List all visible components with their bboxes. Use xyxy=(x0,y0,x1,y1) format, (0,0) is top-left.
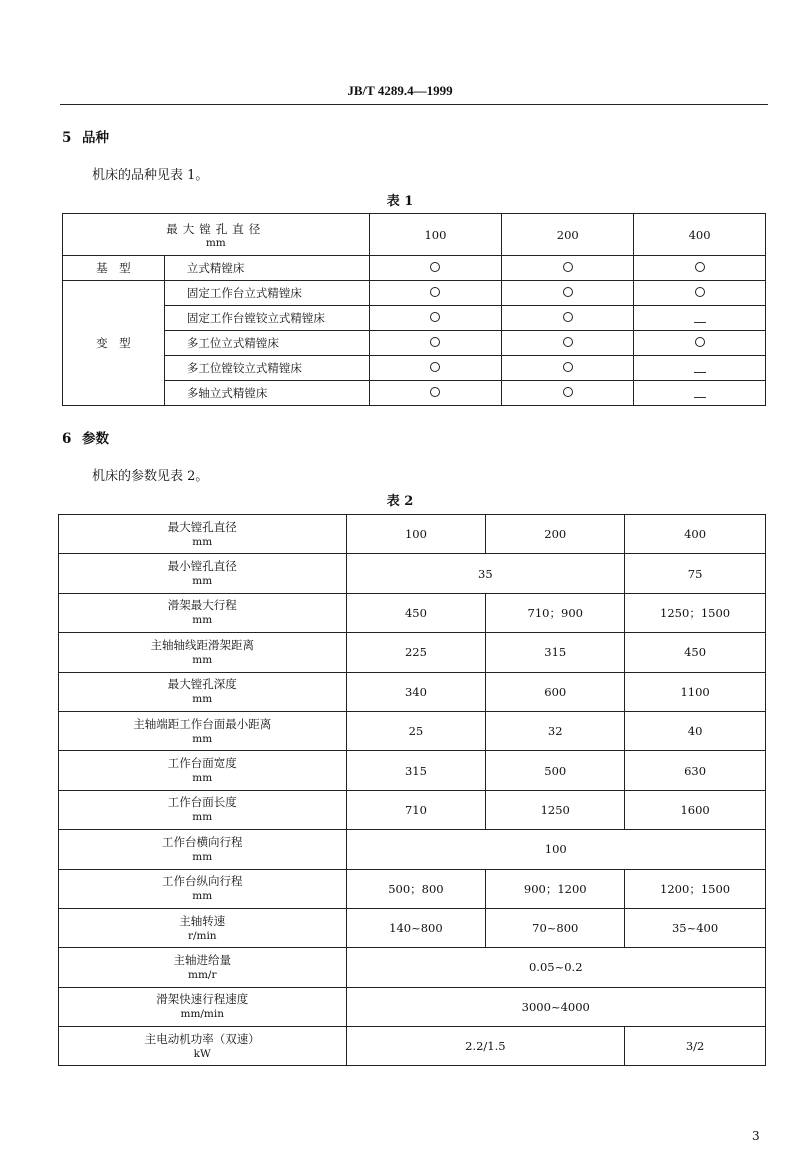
value-cell: 35~400 xyxy=(625,908,766,947)
availability-cell xyxy=(634,331,766,356)
table-1-caption: 表 1 xyxy=(386,194,414,209)
table-row xyxy=(59,672,766,711)
value-cell: 315 xyxy=(486,633,625,672)
param-cell xyxy=(59,830,347,869)
circle-mark-icon xyxy=(695,262,705,272)
param-cell xyxy=(59,751,347,790)
param-unit: kW xyxy=(193,1047,211,1060)
param-name: 滑架快速行程速度 xyxy=(156,992,249,1007)
value-cell: 600 xyxy=(486,672,625,711)
table-row xyxy=(63,381,766,406)
value-cell: 1200；1500 xyxy=(625,869,766,908)
param-name: 主轴转速 xyxy=(179,913,226,928)
param-unit: r/min xyxy=(187,929,217,942)
circle-mark-icon xyxy=(563,362,573,372)
table-row xyxy=(63,306,766,331)
value-cell: 75 xyxy=(625,554,766,593)
unit-label: mm xyxy=(205,236,226,249)
value-cell: 3000~4000 xyxy=(346,987,765,1026)
table-row xyxy=(59,948,766,987)
param-cell xyxy=(59,987,347,1026)
section-5-text: 机床的品种见表 1。 xyxy=(92,168,209,183)
param-name: 滑架最大行程 xyxy=(167,598,237,613)
value-cell: 400 xyxy=(625,515,766,554)
value-cell: 450 xyxy=(346,593,486,632)
param-name: 最小镗孔直径 xyxy=(167,559,237,574)
circle-mark-icon xyxy=(430,387,440,397)
param-name: 最大镗孔深度 xyxy=(167,677,237,692)
page-number: 3 xyxy=(752,1129,760,1143)
value-cell: 315 xyxy=(346,751,486,790)
availability-cell xyxy=(634,381,766,406)
table-row xyxy=(59,790,766,829)
param-cell xyxy=(59,908,347,947)
value-cell: 0.05~0.2 xyxy=(346,948,765,987)
table-row xyxy=(63,356,766,381)
param-unit: mm xyxy=(192,772,213,785)
value-cell: 1250 xyxy=(486,790,625,829)
availability-cell xyxy=(369,356,502,381)
value-cell: 500；800 xyxy=(346,869,486,908)
param-unit: mm/min xyxy=(180,1008,225,1021)
table-row xyxy=(59,711,766,750)
circle-mark-icon xyxy=(563,387,573,397)
param-name: 工作台面宽度 xyxy=(167,756,237,771)
param-cell xyxy=(59,633,347,672)
availability-cell xyxy=(502,281,634,306)
section-5-number: 5 xyxy=(62,130,72,146)
table-row xyxy=(63,331,766,356)
table-1 xyxy=(62,213,766,406)
circle-mark-icon xyxy=(430,362,440,372)
value-cell: 630 xyxy=(625,751,766,790)
circle-mark-icon xyxy=(563,312,573,322)
value-cell: 70~800 xyxy=(486,908,625,947)
circle-mark-icon xyxy=(430,312,440,322)
availability-cell xyxy=(502,306,634,331)
param-cell xyxy=(59,515,347,554)
param-unit: mm xyxy=(192,693,213,706)
standard-code-header: JB/T 4289.4—1999 xyxy=(347,83,453,98)
circle-mark-icon xyxy=(563,262,573,272)
value-cell: 340 xyxy=(346,672,486,711)
circle-mark-icon xyxy=(430,337,440,347)
table-row xyxy=(63,256,766,281)
value-cell: 225 xyxy=(346,633,486,672)
param-name: 主轴轴线距滑架距离 xyxy=(150,637,254,652)
table-row xyxy=(59,908,766,947)
value-cell: 900；1200 xyxy=(486,869,625,908)
param-cell xyxy=(59,1027,347,1066)
value-cell: 1250；1500 xyxy=(625,593,766,632)
value-cell: 25 xyxy=(346,711,486,750)
header-rule xyxy=(60,104,768,105)
availability-cell xyxy=(502,256,634,281)
param-cell xyxy=(59,672,347,711)
value-cell: 200 xyxy=(486,515,625,554)
availability-cell xyxy=(634,256,766,281)
table-2-caption: 表 2 xyxy=(386,494,414,509)
diameter-header: 200 xyxy=(502,214,634,256)
param-unit: mm xyxy=(192,732,213,745)
table-row xyxy=(59,1027,766,1066)
value-cell: 35 xyxy=(346,554,625,593)
param-name: 工作台纵向行程 xyxy=(162,874,243,889)
param-name: 主轴端距工作台面最小距离 xyxy=(133,716,272,731)
param-cell xyxy=(59,711,347,750)
variety-name: 多工位镗铰立式精镗床 xyxy=(164,356,369,381)
dash-mark-icon xyxy=(694,372,706,373)
param-cell xyxy=(59,790,347,829)
param-name: 最大镗孔直径 xyxy=(167,519,237,534)
variety-name: 固定工作台立式精镗床 xyxy=(164,281,369,306)
dash-mark-icon xyxy=(694,322,706,323)
value-cell: 32 xyxy=(486,711,625,750)
param-unit: mm/r xyxy=(188,968,217,981)
section-5-title: 品种 xyxy=(82,130,109,146)
availability-cell xyxy=(502,331,634,356)
table-row xyxy=(59,593,766,632)
param-cell xyxy=(59,869,347,908)
value-cell: 100 xyxy=(346,515,486,554)
param-name: 主电动机功率（双速） xyxy=(144,1031,260,1046)
diameter-header: 400 xyxy=(634,214,766,256)
value-cell: 710 xyxy=(346,790,486,829)
section-6-text: 机床的参数见表 2。 xyxy=(92,469,209,484)
diameter-header: 100 xyxy=(369,214,502,256)
circle-mark-icon xyxy=(695,337,705,347)
table-row xyxy=(59,751,766,790)
table-1-header-row xyxy=(63,214,766,256)
value-cell: 1100 xyxy=(625,672,766,711)
param-unit: mm xyxy=(192,614,213,627)
availability-cell xyxy=(369,331,502,356)
param-unit: mm xyxy=(192,535,213,548)
table-row xyxy=(59,869,766,908)
param-cell xyxy=(59,554,347,593)
param-name: 工作台横向行程 xyxy=(162,834,243,849)
circle-mark-icon xyxy=(563,337,573,347)
param-unit: mm xyxy=(192,575,213,588)
param-cell xyxy=(59,948,347,987)
param-cell xyxy=(59,593,347,632)
availability-cell xyxy=(502,356,634,381)
table-row xyxy=(63,281,766,306)
availability-cell xyxy=(369,306,502,331)
param-name: 工作台面长度 xyxy=(167,795,237,810)
section-6-title: 参数 xyxy=(82,431,109,447)
value-cell: 100 xyxy=(346,830,765,869)
max-bore-diameter-label: 最大镗孔直径 xyxy=(166,221,266,236)
value-cell: 140~800 xyxy=(346,908,486,947)
param-unit: mm xyxy=(192,850,213,863)
variety-name: 立式精镗床 xyxy=(164,256,369,281)
value-cell: 1600 xyxy=(625,790,766,829)
table-1-header-label xyxy=(63,214,370,256)
table-2 xyxy=(58,514,766,1066)
availability-cell xyxy=(634,306,766,331)
section-6-heading xyxy=(62,427,109,447)
section-5-heading xyxy=(62,126,109,146)
circle-mark-icon xyxy=(563,287,573,297)
variety-name: 多工位立式精镗床 xyxy=(164,331,369,356)
value-cell: 40 xyxy=(625,711,766,750)
param-unit: mm xyxy=(192,890,213,903)
table-row xyxy=(59,554,766,593)
availability-cell xyxy=(369,281,502,306)
circle-mark-icon xyxy=(430,287,440,297)
table-row xyxy=(59,987,766,1026)
value-cell: 710；900 xyxy=(486,593,625,632)
value-cell: 2.2/1.5 xyxy=(346,1027,625,1066)
group-basic-label: 基 型 xyxy=(63,256,165,281)
table-row xyxy=(59,515,766,554)
value-cell: 3/2 xyxy=(625,1027,766,1066)
availability-cell xyxy=(634,281,766,306)
value-cell: 450 xyxy=(625,633,766,672)
param-unit: mm xyxy=(192,653,213,666)
availability-cell xyxy=(369,256,502,281)
circle-mark-icon xyxy=(430,262,440,272)
dash-mark-icon xyxy=(694,397,706,398)
table-row xyxy=(59,830,766,869)
param-name: 主轴进给量 xyxy=(173,952,231,967)
circle-mark-icon xyxy=(695,287,705,297)
param-unit: mm xyxy=(192,811,213,824)
availability-cell xyxy=(502,381,634,406)
variety-name: 固定工作台镗铰立式精镗床 xyxy=(164,306,369,331)
section-6-number: 6 xyxy=(62,431,72,447)
availability-cell xyxy=(369,381,502,406)
availability-cell xyxy=(634,356,766,381)
value-cell: 500 xyxy=(486,751,625,790)
table-row xyxy=(59,633,766,672)
group-variant-label: 变 型 xyxy=(63,281,165,406)
variety-name: 多轴立式精镗床 xyxy=(164,381,369,406)
